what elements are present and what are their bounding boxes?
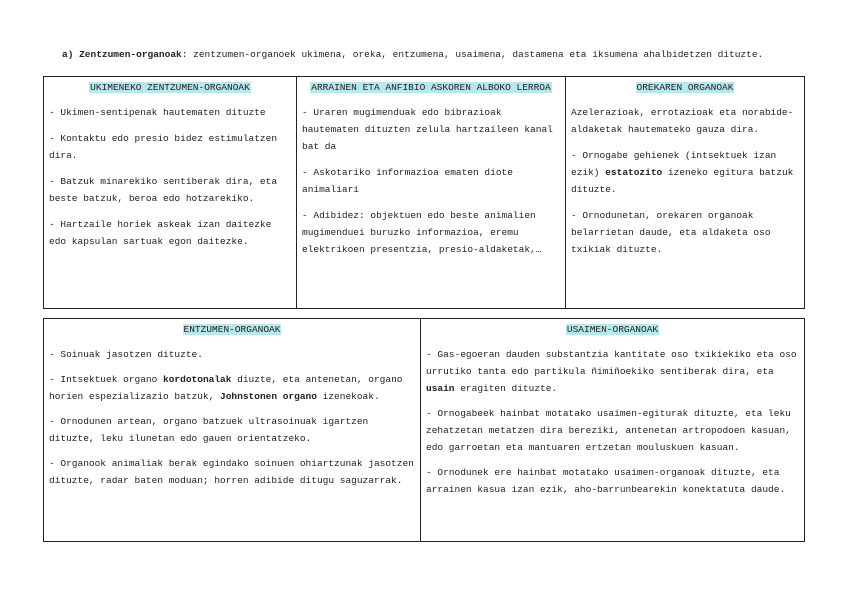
ukimen-item: - Hartzaile horiek askeak izan daitezke edo kapsulan sartuak egon daitezke.	[49, 219, 272, 247]
usaimen-item: - Ornogabeek hainbat motatako usaimen-egiturak dituzte, eta leku zehatzetan metatzen dira bereziki, antenetan artropodoen kasuan, edo garroetan eta mantuaren ertzetan mouluskuen kasuan.	[426, 408, 791, 453]
oreka-item: Azelerazioak, errotazioak eta norabide-aldaketak hautemateko gauza dira.	[571, 107, 794, 135]
bottom-table	[43, 318, 805, 542]
term-kordotonalak: kordotonalak	[163, 374, 232, 385]
ukimen-item: - Kontaktu edo presio bidez estimulatzen dira.	[49, 133, 278, 161]
term-estatozito: estatozito	[605, 167, 663, 178]
alboko-cell	[297, 77, 566, 309]
usaimen-item: - Gas-egoeran dauden substantzia kantitate oso txikiekiko eta oso urrutiko tanta edo partikula ñimiñoekiko sentiberak dira, eta usain eragiten dituzte.	[426, 349, 797, 394]
entzumen-item: - Organook animaliak berak egindako soinuen ohiartzunak jasotzen dituzte, radar baten moduan; horren adibide ditugu saguzarrak.	[49, 458, 414, 486]
entzumen-item: - Ornodunen artean, organo batzuek ultrasoinuak igartzen dituzte, leku ilunetan edo gauen orientatzeko.	[49, 416, 369, 444]
oreka-header: OREKAREN ORGANOAK	[636, 82, 734, 93]
alboko-item: - Askotariko informazioa ematen diote animaliari	[302, 167, 513, 195]
ukimen-cell	[44, 77, 297, 309]
ukimen-item: - Batzuk minarekiko sentiberak dira, eta beste batzuk, beroa edo hotzarekiko.	[49, 176, 278, 204]
usaimen-item: - Ornodunek ere hainbat motatako usaimen-organoak dituzte, eta arrainen kasua izan ezik, aho-barrunbearekin konektatuta daude.	[426, 467, 786, 495]
oreka-item: - Ornodunetan, orekaren organoak belarrietan daude, eta aldaketa oso txikiak dituzte.	[571, 210, 771, 255]
usaimen-cell	[421, 319, 805, 542]
intro-text: : zentzumen-organoek ukimena, oreka, entzumena, usaimena, dastamena eta iksumena ahalbidetzen dituzte.	[181, 49, 764, 60]
oreka-cell	[566, 77, 805, 309]
term-johnstonen: Johnstonen organo	[220, 391, 317, 402]
alboko-item: - Uraren mugimenduak edo bibrazioak hautematen dituzten zelula hartzaileen kanal bat da	[302, 107, 553, 152]
usaimen-header: USAIMEN-ORGANOAK	[566, 324, 659, 335]
ukimen-header: UKIMENEKO ZENTZUMEN-ORGANOAK	[90, 82, 250, 93]
intro-line	[62, 48, 822, 62]
ukimen-item: - Ukimen-sentipenak hautematen dituzte	[49, 107, 266, 118]
oreka-item: - Ornogabe gehienek (intsektuek izan ezik) estatozito izeneko egitura batzuk dituzte.	[571, 150, 794, 195]
alboko-header: ARRAINEN ETA ANFIBIO ASKOREN ALBOKO LERROA	[311, 82, 551, 93]
entzumen-header: ENTZUMEN-ORGANOAK	[183, 324, 281, 335]
entzumen-item: - Intsektuek organo kordotonalak diuzte, eta antenetan, organo horien espezializazio batzuk, Johnstonen organo izenekoak.	[49, 374, 403, 402]
entzumen-item: - Soinuak jasotzen dituzte.	[49, 349, 203, 360]
term-usain: usain	[426, 383, 455, 394]
entzumen-cell	[44, 319, 421, 542]
alboko-item: - Adibidez: objektuen edo beste animalien mugimenduei buruzko informazioa, eremu elektrikoen presentzia, presio-aldaketak,…	[302, 210, 542, 255]
top-table	[43, 76, 805, 309]
intro-label: a) Zentzumen-organoak	[62, 49, 182, 60]
